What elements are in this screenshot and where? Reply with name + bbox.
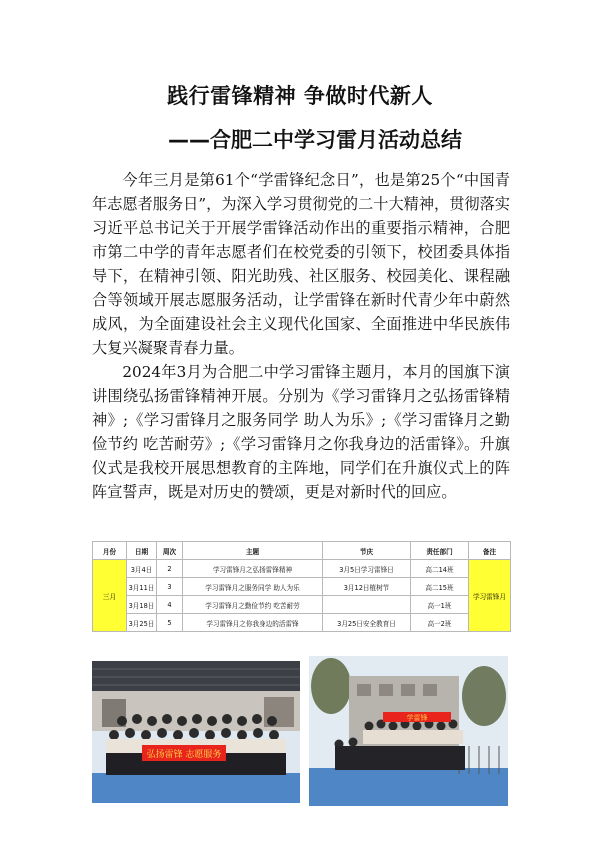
table-row — [93, 560, 511, 578]
schedule-table — [92, 541, 511, 632]
header-theme: 主题 — [183, 542, 323, 560]
theme-cell: 学习雷锋月之你我身边的活雷锋 — [183, 614, 323, 632]
note-cell: 学习雷锋月 — [469, 560, 511, 632]
group-photo-2 — [309, 656, 508, 806]
dept-cell: 高二15班 — [411, 578, 469, 596]
header-note: 备注 — [469, 542, 511, 560]
table-row — [93, 578, 511, 596]
date-cell: 3月11日 — [127, 578, 157, 596]
dept-cell: 高一1班 — [411, 596, 469, 614]
week-cell: 3 — [157, 578, 183, 596]
page-title: 践行雷锋精神 争做时代新人 — [167, 84, 433, 108]
banner-1-text: 弘扬雷锋 志愿服务 — [146, 750, 222, 760]
festival-cell: 3月5日学习雷锋日 — [323, 560, 411, 578]
table-row — [93, 596, 511, 614]
page-subtitle: ——合肥二中学习雷月活动总结 — [168, 128, 462, 152]
table-row — [93, 614, 511, 632]
paragraph-2: 2024年3月为合肥二中学习雷锋主题月，本月的国旗下演讲围绕弘扬雷锋精神开展。分别为《学习雷锋月之弘扬雷锋精神》;《学习雷锋月之服务同学 助人为乐》;《学习雷锋月之勤俭节约 吃苦耐劳》;《学习雷锋月之你我身边的活雷锋》。升旗仪式是我校开展思想教育的主阵地，同学们在升旗仪式上的阵阵宣誓声，既是对历史的赞颂，更是对新时代的回应。 — [92, 363, 510, 501]
header-month: 月份 — [93, 542, 127, 560]
week-cell: 5 — [157, 614, 183, 632]
week-cell: 4 — [157, 596, 183, 614]
date-cell: 3月4日 — [127, 560, 157, 578]
group-photo-2-image — [309, 656, 508, 806]
paragraph-1: 今年三月是第61个“学雷锋纪念日”，也是第25个“中国青年志愿者服务日”，为深入学习贯彻党的二十大精神，贯彻落实习近平总书记关于开展学雷锋活动作出的重要指示精神，合肥市第二中学的青年志愿者们在校党委的引领下，校团委具体指导下，在精神引领、阳光助残、社区服务、校园美化、课程融合等领域开展志愿服务活动，让学雷锋在新时代青少年中蔚然成风，为全面建设社会主义现代化国家、全面推进中华民族伟大复兴凝聚青春力量。 — [92, 171, 510, 357]
header-dept: 责任部门 — [411, 542, 469, 560]
group-photo-1 — [92, 661, 300, 803]
header-week: 周次 — [157, 542, 183, 560]
dept-cell: 高二14班 — [411, 560, 469, 578]
festival-cell — [323, 596, 411, 614]
group-photo-1-image — [92, 661, 300, 803]
week-cell: 2 — [157, 560, 183, 578]
date-cell: 3月18日 — [127, 596, 157, 614]
month-cell: 三月 — [93, 560, 127, 632]
header-date: 日期 — [127, 542, 157, 560]
banner-2-text: 学雷锋 — [406, 714, 428, 722]
festival-cell: 3月12日植树节 — [323, 578, 411, 596]
date-cell: 3月25日 — [127, 614, 157, 632]
table-header-row — [93, 542, 511, 560]
dept-cell: 高一2班 — [411, 614, 469, 632]
theme-cell: 学习雷锋月之服务同学 助人为乐 — [183, 578, 323, 596]
theme-cell: 学习雷锋月之弘扬雷锋精神 — [183, 560, 323, 578]
theme-cell: 学习雷锋月之勤俭节约 吃苦耐劳 — [183, 596, 323, 614]
header-festival: 节庆 — [323, 542, 411, 560]
article-body — [92, 168, 510, 504]
festival-cell: 3月25日安全教育日 — [323, 614, 411, 632]
